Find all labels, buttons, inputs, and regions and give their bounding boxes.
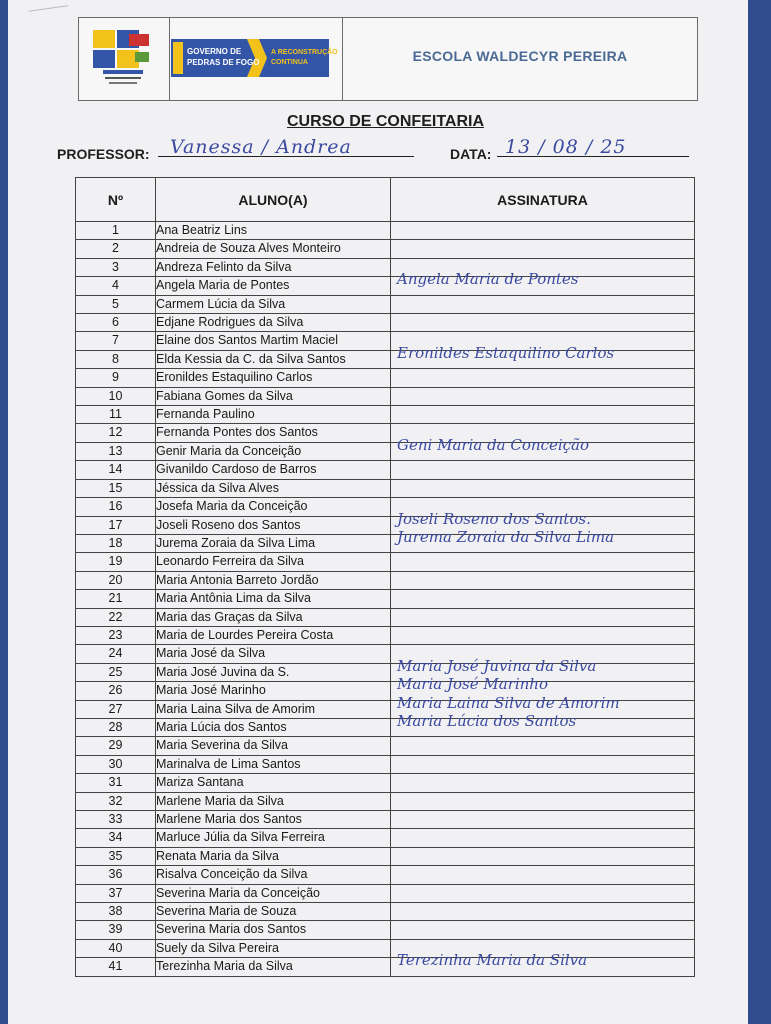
header-divider (169, 18, 170, 100)
row-number: 31 (76, 774, 156, 792)
signature-cell (391, 369, 695, 387)
svg-text:CONTINUA: CONTINUA (271, 59, 308, 66)
student-name: Severina Maria dos Santos (156, 921, 391, 939)
student-name: Fernanda Paulino (156, 406, 391, 424)
row-number: 32 (76, 792, 156, 810)
svg-text:PEDRAS DE FOGO: PEDRAS DE FOGO (187, 58, 260, 67)
row-number: 35 (76, 847, 156, 865)
student-name: Maria José da Silva (156, 645, 391, 663)
government-logo (171, 39, 338, 77)
student-name: Renata Maria da Silva (156, 847, 391, 865)
student-name: Maria José Marinho (156, 682, 391, 700)
table-row (76, 663, 695, 681)
table-row (76, 939, 695, 957)
row-number: 28 (76, 718, 156, 736)
signature-cell (391, 295, 695, 313)
row-number: 3 (76, 258, 156, 276)
row-number: 11 (76, 406, 156, 424)
table-row (76, 626, 695, 644)
signature-cell (391, 590, 695, 608)
student-name: Severina Maria de Souza (156, 903, 391, 921)
row-number: 8 (76, 350, 156, 368)
course-title: CURSO DE CONFEITARIA (286, 113, 485, 130)
svg-text:A RECONSTRUÇÃO: A RECONSTRUÇÃO (271, 49, 338, 56)
signature-cell (391, 792, 695, 810)
signature-cell (391, 921, 695, 939)
student-name: Edjane Rodrigues da Silva (156, 314, 391, 332)
signature-cell (391, 711, 695, 736)
row-number: 4 (76, 277, 156, 295)
header-box (78, 17, 698, 101)
table-row (76, 387, 695, 405)
signature-cell (391, 774, 695, 792)
student-name: Maria Antônia Lima da Silva (156, 590, 391, 608)
table-row (76, 424, 695, 442)
student-name: Maria José Juvina da S. (156, 663, 391, 681)
table-row (76, 369, 695, 387)
school-logo (91, 28, 157, 90)
student-name: Jurema Zoraia da Silva Lima (156, 534, 391, 552)
handwritten-signature: Angela Maria de Pontes (397, 270, 579, 289)
student-name: Joseli Roseno dos Santos (156, 516, 391, 534)
student-name: Elda Kessia da C. da Silva Santos (156, 350, 391, 368)
signature-cell (391, 527, 695, 552)
student-name: Fernanda Pontes dos Santos (156, 424, 391, 442)
student-name: Marluce Júlia da Silva Ferreira (156, 829, 391, 847)
table-row (76, 295, 695, 313)
row-number: 30 (76, 755, 156, 773)
row-number: 38 (76, 903, 156, 921)
signature-cell (391, 222, 695, 240)
school-name: ESCOLA WALDECYR PEREIRA (412, 48, 628, 64)
row-number: 23 (76, 626, 156, 644)
row-number: 40 (76, 939, 156, 957)
student-name: Genir Maria da Conceição (156, 442, 391, 460)
student-name: Josefa Maria da Conceição (156, 498, 391, 516)
table-row (76, 774, 695, 792)
signature-cell (391, 608, 695, 626)
row-number: 41 (76, 958, 156, 976)
row-number: 6 (76, 314, 156, 332)
row-number: 19 (76, 553, 156, 571)
signature-cell (391, 755, 695, 773)
signature-cell (391, 866, 695, 884)
row-number: 36 (76, 866, 156, 884)
row-number: 9 (76, 369, 156, 387)
handwritten-signature: Eronildes Estaquilino Carlos (397, 343, 615, 362)
handwritten-signature: Maria José Juvina da Silva (397, 656, 597, 675)
signature-cell (391, 811, 695, 829)
row-number: 22 (76, 608, 156, 626)
row-number: 7 (76, 332, 156, 350)
row-number: 15 (76, 479, 156, 497)
signature-cell (391, 553, 695, 571)
row-number: 39 (76, 921, 156, 939)
table-row (76, 608, 695, 626)
student-name: Mariza Santana (156, 774, 391, 792)
attendance-table (75, 177, 695, 977)
table-row (76, 718, 695, 736)
handwritten-signature: Geni Maria da Conceição (397, 435, 589, 454)
row-number: 34 (76, 829, 156, 847)
header-signature: ASSINATURA (391, 178, 695, 222)
signature-cell (391, 240, 695, 258)
signature-cell (391, 406, 695, 424)
student-name: Fabiana Gomes da Silva (156, 387, 391, 405)
table-row (76, 258, 695, 276)
table-row (76, 755, 695, 773)
handwritten-signature: Joseli Roseno dos Santos. (397, 509, 591, 528)
table-row (76, 645, 695, 663)
signature-cell (391, 270, 695, 295)
table-row (76, 479, 695, 497)
handwritten-signature: Maria Laina Silva de Amorim (397, 693, 620, 712)
signature-cell (391, 479, 695, 497)
student-name: Angela Maria de Pontes (156, 277, 391, 295)
row-number: 1 (76, 222, 156, 240)
student-name: Carmem Lúcia da Silva (156, 295, 391, 313)
table-row (76, 406, 695, 424)
table-row (76, 884, 695, 902)
student-name: Eronildes Estaquilino Carlos (156, 369, 391, 387)
table-row (76, 461, 695, 479)
signature-cell (391, 435, 695, 460)
signature-cell (391, 626, 695, 644)
svg-text:GOVERNO DE: GOVERNO DE (187, 47, 242, 56)
row-number: 12 (76, 424, 156, 442)
table-row (76, 277, 695, 295)
signature-cell (391, 343, 695, 368)
handwritten-signature: Maria José Marinho (397, 675, 548, 694)
table-row (76, 903, 695, 921)
signature-cell (391, 903, 695, 921)
student-name: Terezinha Maria da Silva (156, 958, 391, 976)
student-name: Maria das Graças da Silva (156, 608, 391, 626)
student-name: Maria de Lourdes Pereira Costa (156, 626, 391, 644)
table-header-row (76, 178, 695, 222)
row-number: 25 (76, 663, 156, 681)
table-row (76, 811, 695, 829)
table-row (76, 866, 695, 884)
row-number: 18 (76, 534, 156, 552)
table-row (76, 847, 695, 865)
signature-cell (391, 829, 695, 847)
handwritten-signature: Jurema Zoraia da Silva Lima (397, 527, 615, 546)
student-name: Jéssica da Silva Alves (156, 479, 391, 497)
student-name: Marlene Maria da Silva (156, 792, 391, 810)
table-row (76, 442, 695, 460)
header-number: Nº (76, 178, 156, 222)
table-row (76, 498, 695, 516)
row-number: 33 (76, 811, 156, 829)
table-row (76, 571, 695, 589)
paper-mark (28, 0, 69, 12)
student-name: Andreza Felinto da Silva (156, 258, 391, 276)
table-row (76, 921, 695, 939)
date-label: DATA: (450, 146, 492, 162)
table-row (76, 314, 695, 332)
signature-cell (391, 571, 695, 589)
row-number: 5 (76, 295, 156, 313)
signature-cell (391, 461, 695, 479)
student-name: Marlene Maria dos Santos (156, 811, 391, 829)
row-number: 14 (76, 461, 156, 479)
table-row (76, 553, 695, 571)
header-student: ALUNO(A) (156, 178, 391, 222)
row-number: 10 (76, 387, 156, 405)
table-row (76, 792, 695, 810)
table-row (76, 829, 695, 847)
row-number: 29 (76, 737, 156, 755)
signature-cell (391, 884, 695, 902)
table-row (76, 534, 695, 552)
professor-value: Vanessa / Andrea (170, 136, 352, 158)
row-number: 13 (76, 442, 156, 460)
signature-cell (391, 387, 695, 405)
student-name: Risalva Conceição da Silva (156, 866, 391, 884)
student-name: Suely da Silva Pereira (156, 939, 391, 957)
row-number: 17 (76, 516, 156, 534)
student-name: Severina Maria da Conceição (156, 884, 391, 902)
student-name: Maria Severina da Silva (156, 737, 391, 755)
student-name: Ana Beatriz Lins (156, 222, 391, 240)
table-row (76, 737, 695, 755)
row-number: 21 (76, 590, 156, 608)
signature-cell (391, 314, 695, 332)
student-name: Maria Lúcia dos Santos (156, 718, 391, 736)
row-number: 2 (76, 240, 156, 258)
student-name: Maria Antonia Barreto Jordão (156, 571, 391, 589)
student-name: Elaine dos Santos Martim Maciel (156, 332, 391, 350)
professor-label: PROFESSOR: (57, 146, 150, 162)
student-name: Marinalva de Lima Santos (156, 755, 391, 773)
table-row (76, 350, 695, 368)
signature-cell (391, 951, 695, 976)
row-number: 20 (76, 571, 156, 589)
table-row (76, 700, 695, 718)
handwritten-signature: Terezinha Maria da Silva (397, 951, 588, 970)
student-name: Leonardo Ferreira da Silva (156, 553, 391, 571)
table-row (76, 240, 695, 258)
signature-cell (391, 737, 695, 755)
row-number: 16 (76, 498, 156, 516)
row-number: 27 (76, 700, 156, 718)
date-value: 13 / 08 / 25 (505, 136, 627, 158)
row-number: 37 (76, 884, 156, 902)
table-row (76, 222, 695, 240)
student-name: Maria Laina Silva de Amorim (156, 700, 391, 718)
student-name: Andreia de Souza Alves Monteiro (156, 240, 391, 258)
row-number: 26 (76, 682, 156, 700)
handwritten-signature: Maria Lúcia dos Santos (397, 711, 577, 730)
student-name: Givanildo Cardoso de Barros (156, 461, 391, 479)
signature-cell (391, 847, 695, 865)
table-row (76, 958, 695, 976)
table-row (76, 590, 695, 608)
row-number: 24 (76, 645, 156, 663)
